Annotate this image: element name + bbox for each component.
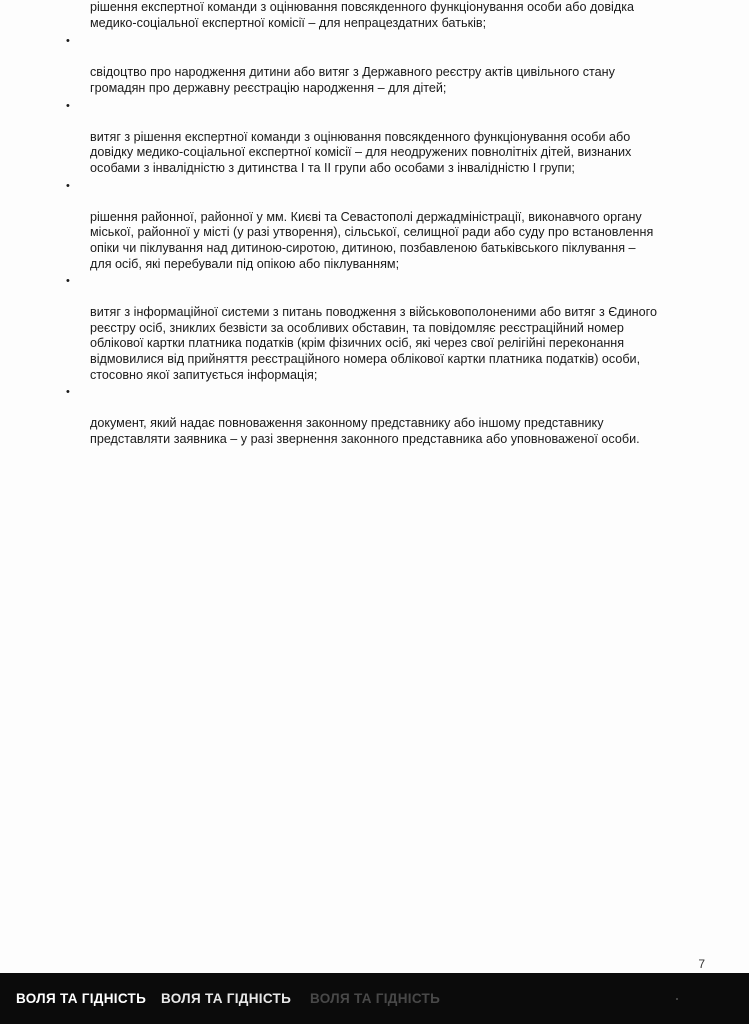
- list-item-text: витяг з інформаційної системи з питань поводження з військовополоненими або витяг з Єдиного реєстру осіб, зниклих безвісти за особливих обставин, та повідомляє реєстраційний номер облікової картки платника податків (крім фізичних осіб, які через свої релігійні переконання відмовилися від прийняття реєстраційного номера облікової картки платника податків) особи, стосовно якої запитується інформація;: [90, 305, 657, 382]
- requirements-list: [64, 34, 714, 447]
- bullet-icon: •: [66, 386, 70, 399]
- list-item: [64, 34, 714, 96]
- list-item: [64, 99, 714, 177]
- list-item: [64, 179, 714, 273]
- bullet-icon: •: [66, 179, 70, 192]
- list-item-text: свідоцтво про народження дитини або витяг з Державного реєстру актів цивільного стану громадян про державну реєстрацію народження – для дітей;: [90, 65, 615, 95]
- footer-slogan-faded: ВОЛЯ ТА ГІДНІСТЬ: [310, 991, 441, 1006]
- page-number: 7: [698, 957, 705, 971]
- bullet-icon: •: [66, 35, 70, 48]
- list-item: [64, 385, 714, 447]
- list-item: [64, 274, 714, 383]
- list-item-text: документ, який надає повноваження законному представнику або іншому представнику представляти заявника – у разі звернення законного представника або уповноваженої особи.: [90, 416, 640, 447]
- continued-paragraph: рішення експертної команди з оцінювання повсякденного функціонування особи або довідка медико-соціальної експертної комісії – для непрацездатних батьків;: [90, 0, 634, 30]
- list-item-text: витяг з рішення експертної команди з оцінювання повсякденного функціонування особи або довідку медико-соціальної експертної комісії – для неодружених повнолітніх дітей, визнаних особами з інвалідністю з дитинства I та II групи або особами з інвалідністю I групи;: [90, 129, 632, 175]
- footer-dot-icon: [676, 998, 678, 1000]
- footer-band: [0, 973, 749, 1024]
- footer-slogan-primary: ВОЛЯ ТА ГІДНІСТЬ: [16, 991, 147, 1006]
- document-body: [64, 0, 714, 450]
- list-item-text: рішення районної, районної у мм. Києві та Севастополі держадміністрації, виконавчого органу міської, районної у місті (у разі утворення), сільської, селищної ради або суду про встановлення опіки чи піклування над дитиною-сиротою, дитиною, позбавленою батьківського піклування – для осіб, які перебували під опікою або піклуванням;: [90, 209, 654, 271]
- bullet-icon: •: [66, 275, 70, 288]
- footer-slogan-secondary: ВОЛЯ ТА ГІДНІСТЬ: [161, 991, 292, 1006]
- bullet-icon: •: [66, 99, 70, 112]
